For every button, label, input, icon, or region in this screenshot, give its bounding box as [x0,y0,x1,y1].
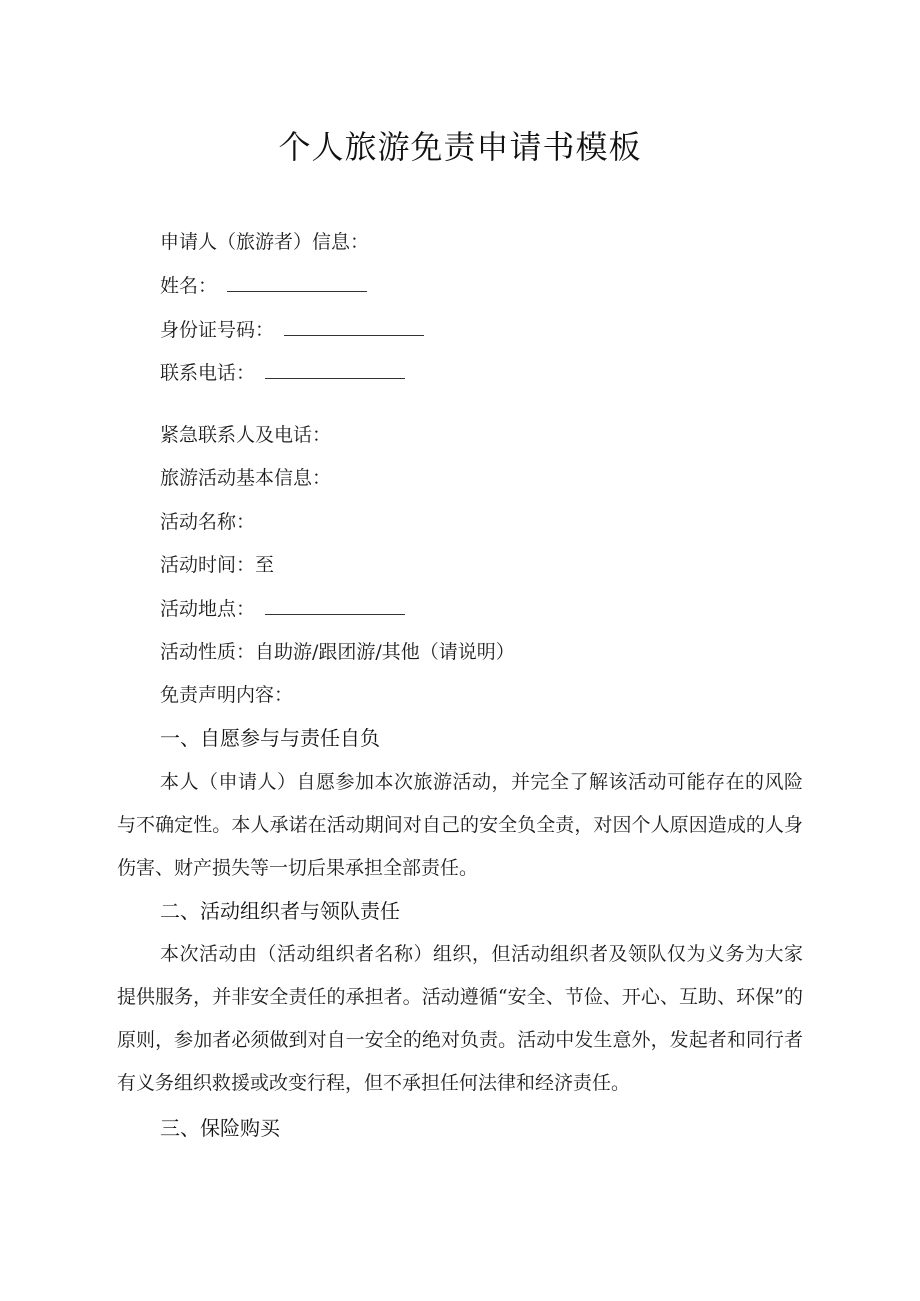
document-title: 个人旅游免责申请书模板 [278,128,642,166]
activity-place-blank[interactable] [265,596,405,615]
name-label: 姓名： [160,275,218,297]
section-3-heading: 三、保险购买 [160,1116,280,1140]
activity-place-field [160,596,405,621]
phone-field [160,360,405,385]
section-2-heading: 二、活动组织者与领队责任 [160,899,400,923]
name-field [160,273,367,298]
section-1-heading: 一、自愿参与与责任自负 [160,726,380,750]
phone-label: 联系电话： [160,362,256,384]
activity-time-label: 活动时间：至 [160,554,275,576]
section-2-body: 本次活动由（活动组织者名称）组织，但活动组织者及领队仅为义务为大家提供服务，并非安全责任的承担者。活动遵循“安全、节俭、开心、互助、环保”的原则，参加者必须做到对自一安全的绝对负责。活动中发生意外，发起者和同行者有义务组织救援或改变行程，但不承担任何法律和经济责任。 [117,943,803,1094]
phone-blank[interactable] [265,360,405,379]
applicant-info-label: 申请人（旅游者）信息： [160,231,370,253]
activity-nature-label: 活动性质：自助游/跟团游/其他（请说明） [160,641,515,663]
section-1-body: 本人（申请人）自愿参加本次旅游活动，并完全了解该活动可能存在的风险与不确定性。本人承诺在活动期间对自己的安全负全责，对因个人原因造成的人身伤害、财产损失等一切后果承担全部责任。 [117,771,803,879]
emergency-contact-label: 紧急联系人及电话： [160,424,332,446]
activity-name-label: 活动名称： [160,511,256,533]
disclaimer-label: 免责声明内容： [160,684,294,706]
activity-info-label: 旅游活动基本信息： [160,467,332,489]
id-number-label: 身份证号码： [160,319,275,341]
id-number-blank[interactable] [284,317,424,336]
name-blank[interactable] [227,273,367,292]
id-number-field [160,317,424,342]
activity-place-label: 活动地点： [160,598,256,620]
